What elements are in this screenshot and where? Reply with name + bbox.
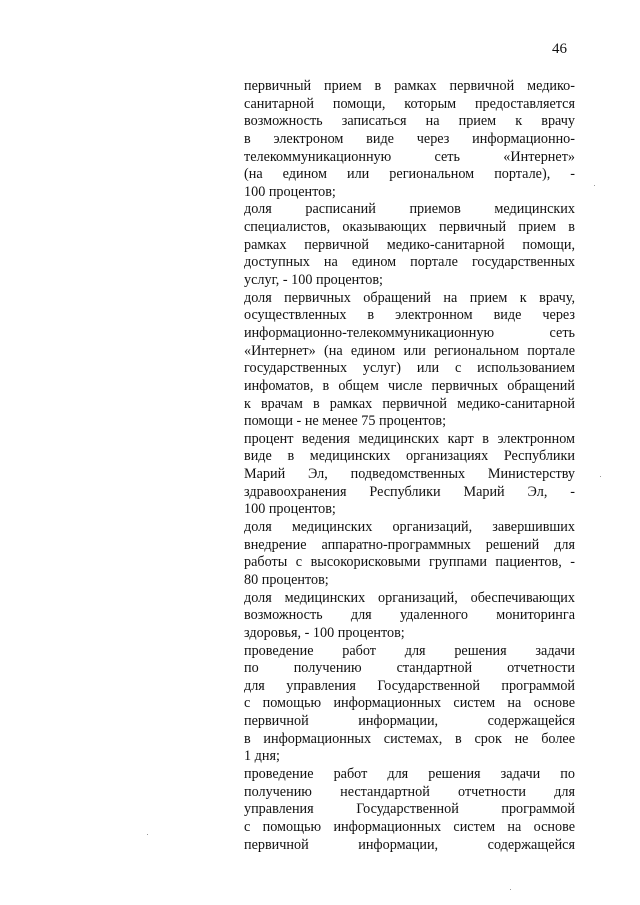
text-line: виде в медицинских организациях Республики: [244, 448, 575, 465]
text-line: по получению стандартной отчетности: [244, 660, 575, 677]
text-line: доля первичных обращений на прием к врачу,: [244, 289, 575, 306]
document-body: [244, 78, 575, 854]
scan-speck: [147, 834, 148, 835]
text-line: с помощью информационных систем на основе: [244, 818, 575, 835]
text-line: телекоммуникационную сеть «Интернет»: [244, 148, 575, 165]
text-line: управления Государственной программой: [244, 801, 575, 818]
text-line: услуг, - 100 процентов;: [244, 272, 383, 289]
text-line: в информационных системах, в срок не более: [244, 730, 575, 747]
text-line: к врачам в рамках первичной медико-санитарной: [244, 395, 575, 412]
text-line: проведение работ для решения задачи по: [244, 765, 575, 782]
text-line: первичный прием в рамках первичной медико-: [244, 78, 575, 94]
text-line: возможность для удаленного мониторинга: [244, 607, 575, 624]
scan-speck: [600, 476, 601, 477]
scan-speck: [594, 185, 595, 186]
text-line: в электроном виде через информационно-: [244, 130, 575, 147]
text-line: первичной информации, содержащейся: [244, 713, 575, 730]
text-line: доля медицинских организаций, обеспечивающих: [244, 589, 575, 606]
text-line: рамках первичной медико-санитарной помощи,: [244, 236, 575, 253]
text-line: санитарной помощи, которым предоставляется: [244, 95, 575, 112]
text-line: первичной информации, содержащейся: [244, 836, 575, 853]
text-line: доступных на едином портале государственных: [244, 254, 575, 271]
text-line: внедрение аппаратно-программных решений для: [244, 536, 575, 553]
text-line: для управления Государственной программой: [244, 677, 575, 694]
scan-speck: [510, 889, 511, 890]
text-line: здоровья, - 100 процентов;: [244, 624, 405, 641]
text-line: с помощью информационных систем на основе: [244, 695, 575, 712]
text-line: информационно-телекоммуникационную сеть: [244, 324, 575, 341]
text-line: инфоматов, в общем числе первичных обращений: [244, 377, 575, 394]
text-line: помощи - не менее 75 процентов;: [244, 413, 447, 430]
text-line: здравоохранения Республики Марий Эл, -: [244, 483, 575, 500]
text-line: 100 процентов;: [244, 501, 336, 518]
text-line: работы с высокорисковыми группами пациентов, -: [244, 554, 575, 571]
text-line: доля медицинских организаций, завершивших: [244, 519, 575, 536]
text-line: возможность записаться на прием к врачу: [244, 113, 575, 130]
text-line: проведение работ для решения задачи: [244, 642, 575, 659]
text-line: государственных услуг) или с использованием: [244, 360, 575, 377]
text-line: доля расписаний приемов медицинских: [244, 201, 575, 218]
text-line: 100 процентов;: [244, 183, 336, 200]
text-line: специалистов, оказывающих первичный прием в: [244, 219, 575, 236]
text-line: «Интернет» (на едином или региональном портале: [244, 342, 575, 359]
text-line: осуществленных в электронном виде через: [244, 307, 575, 324]
text-line: процент ведения медицинских карт в электронном: [244, 430, 575, 447]
text-line: получению нестандартной отчетности для: [244, 783, 575, 800]
text-line: Марий Эл, подведомственных Министерству: [244, 466, 575, 483]
text-line: 80 процентов;: [244, 571, 329, 588]
text-line: 1 дня;: [244, 748, 280, 765]
page-number: 46: [552, 41, 567, 57]
text-line: (на едином или региональном портале), -: [244, 166, 575, 183]
